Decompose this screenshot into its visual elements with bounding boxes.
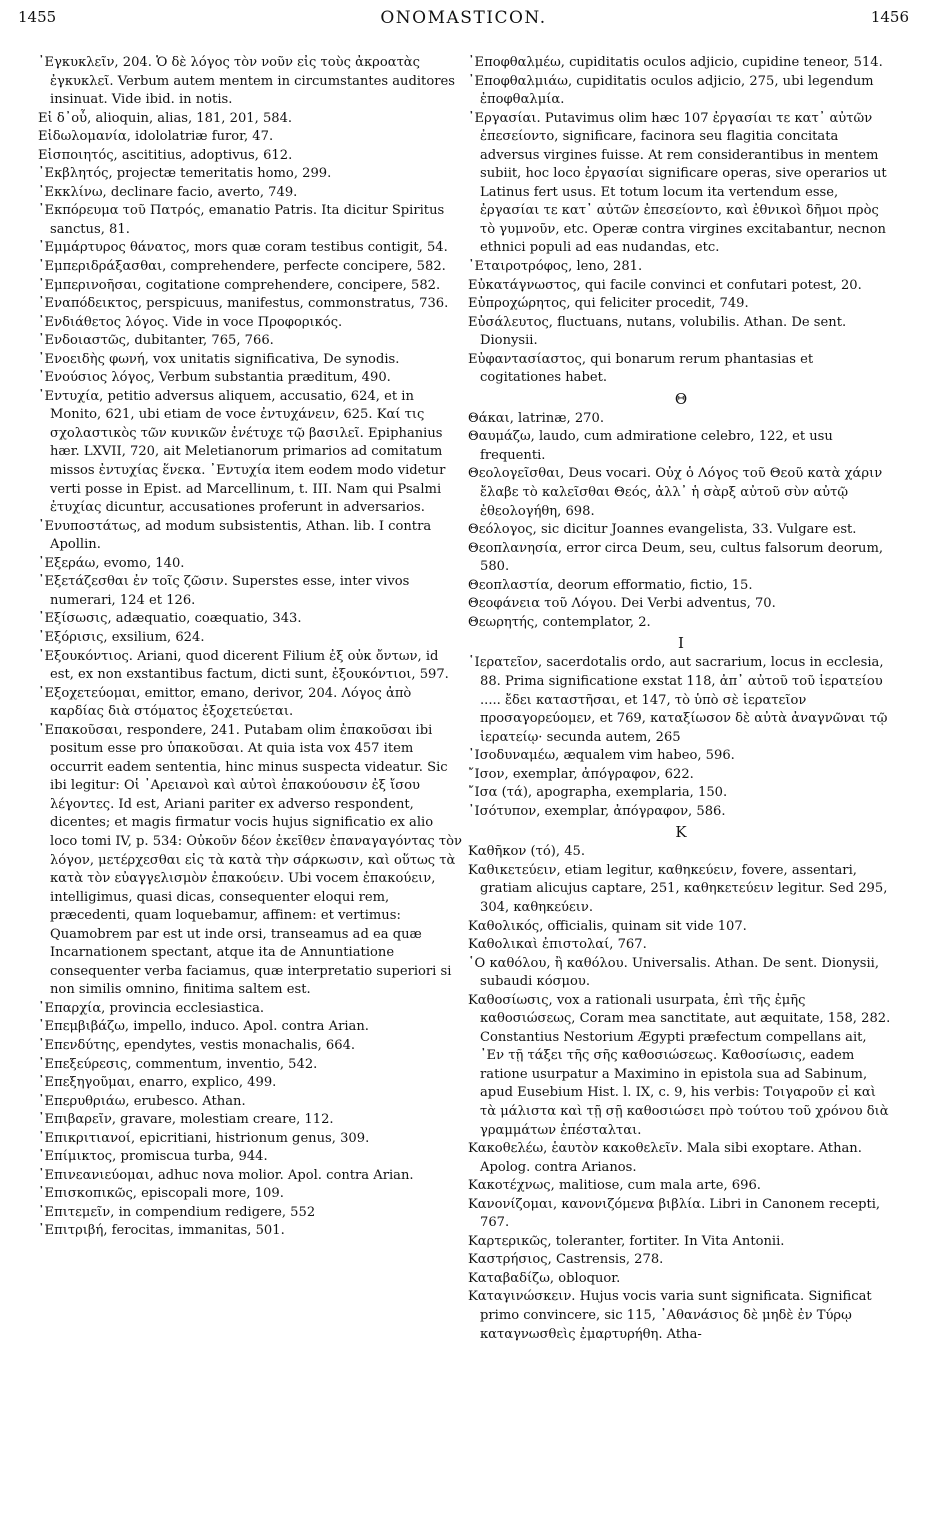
- dictionary-entry: Καταβαδίζω, obloquor.: [468, 1270, 621, 1286]
- dictionary-entry: ᾿Εξουκόντιος. Ariani, quod dicerent Filium ἐξ οὐκ ὄντων, id est, ex non exstantibus factum, dicti sunt, ἐξουκόντιοι, 597.: [38, 648, 449, 683]
- dictionary-entry: ᾿Εμπερινοῆσαι, cogitatione comprehendere, concipere, 582.: [38, 277, 441, 293]
- dictionary-entry: ᾿Εταιροτρόφος, leno, 281.: [468, 259, 643, 275]
- dictionary-entry: ᾿Επακοῦσαι, respondere, 241. Putabam olim ἐπακοῦσαι ibi positum esse pro ὑπακοῦσαι. At quia ista vox 457 item occurrit eadem sententia, hinc minus suspecta videatur. Sic ibi legitur: Οἱ ᾿Αρειανοὶ καὶ αὐτοὶ ἐπακούουσιν ἐξ ἴσου λέγοντες. Id est, Ariani pariter ex adverso respondent, dicentes; et magis firmatur vocis hujus significatio ex alio loco tomi IV, p. 534: Οὐκοῦν δέον ἐκεῖθεν ἐπαναγαγόντας τὸν λόγον, μετέρχεσθαι εἰς τὰ κατὰ τὴν σάρκωσιν, καὶ οὕτως τὰ κατὰ τὸν εὐαγγελισμὸν ἐπακούειν. Ubi vocem ἐπακούειν, intelligimus, quasi dicas, consequenter eloqui rem, præcedenti, quam loquebamur, affinem: et vertimus: Quamobrem par est ut inde orsi, transeamus ad ea quæ Incarnationem spectant, atque ita de Annuntiatione consequenter verba faciamus, quæ interpretatio superiori si non similis omnino, finitima saltem est.: [38, 722, 463, 998]
- dictionary-entry: ᾿Επαρχία, provincia ecclesiastica.: [38, 1000, 265, 1016]
- dictionary-entry: ᾿Εγκυκλεῖν, 204. Ὁ δὲ λόγος τὸν νοῦν εἰς τοὺς ἀκροατὰς ἐγκυκλεῖ. Verbum autem mentem in circumstantes auditores insinuat. Vide ibid. in notis.: [38, 55, 455, 108]
- page-number-left: 1455: [18, 8, 57, 26]
- dictionary-entry: ῎Ισα (τά), apographa, exemplaria, 150.: [468, 785, 728, 801]
- dictionary-entry: ᾿Ενδιάθετος λόγος. Vide in voce Προφορικός.: [38, 314, 343, 330]
- running-title: ONOMASTICON.: [380, 8, 547, 28]
- dictionary-entry: ᾿Επερυθριάω, erubesco. Athan.: [38, 1093, 246, 1109]
- dictionary-entry: ᾿Εξοχετεύομαι, emittor, emano, derivor, 204. Λόγος ἀπὸ καρδίας διὰ στόματος ἐξοχετεύεται.: [38, 685, 412, 720]
- dictionary-entry: Θεοφάνεια τοῦ Λόγου. Dei Verbi adventus, 70.: [468, 596, 776, 612]
- dictionary-entry: ᾿Εκπόρευμα τοῦ Πατρός, emanatio Patris. Ita dicitur Spiritus sanctus, 81.: [38, 203, 445, 237]
- dictionary-entry: Θεωρητής, contemplator, 2.: [468, 614, 651, 630]
- dictionary-entry: ᾿Ενδοιαστῶς, dubitanter, 765, 766.: [38, 333, 274, 349]
- dictionary-entry: Θάκαι, latrinæ, 270.: [468, 410, 604, 426]
- dictionary-entry: Κανονίζομαι, κανονιζόμενα βιβλία. Libri in Canonem recepti, 767.: [468, 1196, 881, 1231]
- section-letter-heading: I: [678, 634, 684, 653]
- dictionary-entry: Εὐσάλευτος, fluctuans, nutans, volubilis. Athan. De sent. Dionysii.: [468, 314, 847, 349]
- dictionary-entry: ᾿Εποφθαλμέω, cupiditatis oculos adjicio, cupidine teneor, 514.: [468, 55, 883, 70]
- left-column: [38, 54, 464, 1241]
- right-column: [468, 54, 894, 1344]
- dictionary-entry: ᾿Εκκλίνω, declinare facio, averto, 749.: [38, 184, 298, 200]
- dictionary-entry: Καθῆκον (τό), 45.: [468, 844, 586, 860]
- dictionary-entry: Καθικετεύειν, etiam legitur, καθηκεύειν, fovere, assentari, gratiam alicujus captare, 251, καθηκετεύειν legitur. Sed 295, 304, καθηκεύειν.: [468, 862, 888, 915]
- dictionary-entry: ᾿Επισκοπικῶς, episcopali more, 109.: [38, 1186, 284, 1202]
- dictionary-entry: ᾿Εργασίαι. Putavimus olim hæc 107 ἐργασίαι τε κατ᾿ αὐτῶν ἐπεσείοντο, significare, facinora seu flagitia concitata adversus virgines fuisse. At rem considerantibus in mentem subiit, hoc loco ἐργασίαι significare operas, sive operarios ut Latinus fert usus. Et totum locum ita vertendum esse, ἐργασίαι τε κατ᾿ αὐτῶν ἐπεσείοντο, καὶ ἐθνικοὶ δῆμοι πρὸς τὸ γυμνοῦν, etc. Operæ contra virgines excitabantur, necnon ethnici populi ad eas nudandas, etc.: [468, 110, 887, 256]
- dictionary-entry: ᾿Εμπεριδράξασθαι, comprehendere, perfecte concipere, 582.: [38, 259, 446, 275]
- page-number-right: 1456: [870, 8, 909, 26]
- dictionary-entry: Καρτερικῶς, toleranter, fortiter. In Vita Antonii.: [468, 1233, 785, 1249]
- dictionary-entry: Εἰδωλομανία, idololatriæ furor, 47.: [38, 129, 274, 145]
- dictionary-entry: ᾿Επιτεμεῖν, in compendium redigere, 552: [38, 1204, 316, 1220]
- dictionary-entry: ᾿Εξίσωσις, adæquatio, coæquatio, 343.: [38, 611, 302, 627]
- dictionary-entry: ᾿Εξετάζεσθαι ἐν τοῖς ζῶσιν. Superstes esse, inter vivos numerari, 124 et 126.: [38, 574, 410, 608]
- dictionary-entry: ῎Ισον, exemplar, ἀπόγραφον, 622.: [468, 766, 694, 782]
- dictionary-entry: ᾿Ισοδυναμέω, æqualem vim habeo, 596.: [468, 748, 735, 764]
- dictionary-entry: Κακοθελέω, ἑαυτὸν κακοθελεῖν. Mala sibi exoptare. Athan. Apolog. contra Arianos.: [468, 1141, 862, 1175]
- dictionary-entry: Κακοτέχνως, malitiose, cum mala arte, 696.: [468, 1178, 761, 1194]
- dictionary-entry: ᾿Εποφθαλμιάω, cupiditatis oculos adjicio, 275, ubi legendum ἐποφθαλμία.: [468, 73, 874, 108]
- section-letter-heading: Θ: [674, 389, 688, 408]
- dictionary-entry: Θεοπλαστία, deorum efformatio, fictio, 15.: [468, 577, 753, 593]
- dictionary-entry: ᾿Εξεράω, evomo, 140.: [38, 555, 185, 571]
- dictionary-entry: ᾿Επεξεύρεσις, commentum, inventio, 542.: [38, 1056, 318, 1072]
- dictionary-entry: ᾿Επεμβιβάζω, impello, induco. Apol. contra Arian.: [38, 1019, 369, 1035]
- dictionary-entry: Θαυμάζω, laudo, cum admiratione celebro, 122, et usu frequenti.: [468, 429, 833, 463]
- dictionary-entry: ᾿Εκβλητός, projectæ temeritatis homo, 299.: [38, 166, 332, 182]
- dictionary-entry: Εὐπροχώρητος, qui feliciter procedit, 749.: [468, 296, 749, 312]
- page-header: [18, 8, 909, 48]
- dictionary-entry: ᾿Επινεανιεύομαι, adhuc nova molior. Apol. contra Arian.: [38, 1167, 414, 1183]
- dictionary-entry: Θεόλογος, sic dicitur Joannes evangelista, 33. Vulgare est.: [468, 522, 857, 538]
- dictionary-entry: ᾿Επικριτιανοί, epicritiani, histrionum genus, 309.: [38, 1130, 370, 1146]
- dictionary-entry: Καθοσίωσις, vox a rationali usurpata, ἐπὶ τῆς ἐμῆς καθοσιώσεως, Coram mea sanctitate, aut æquitate, 158, 282. Constantius Nestorium Ægypti præfectum compellans ait, ᾿Εν τῇ τάξει τῆς σῆς καθοσιώσεως. Καθοσίωσις, eadem ratione usurpatur a Maximino in epistola sua ad Sabinum, apud Eusebium Hist. l. IX, c. 9, his verbis: Τοιγαροῦν εἰ καὶ τὰ μάλιστα καὶ τῇ σῇ καθοσιώσει πρὸ τούτου τοῦ χρόνου διὰ γραμμάτων ἐπέσταλται.: [468, 992, 891, 1138]
- dictionary-entry: ᾿Εναπόδεικτος, perspicuus, manifestus, commonstratus, 736.: [38, 296, 449, 312]
- dictionary-entry: ᾿Επίμικτος, promiscua turba, 944.: [38, 1149, 268, 1165]
- dictionary-entry: Εὐκατάγνωστος, qui facile convinci et confutari potest, 20.: [468, 277, 862, 293]
- dictionary-entry: ᾿Ενυποστάτως, ad modum subsistentis, Athan. lib. I contra Apollin.: [38, 518, 432, 553]
- dictionary-entry: ᾿Ενοειδὴς φωνή, vox unitatis significativa, De synodis.: [38, 351, 400, 367]
- dictionary-entry: Καστρήσιος, Castrensis, 278.: [468, 1252, 664, 1268]
- dictionary-entry: ᾿Επιτριβή, ferocitas, immanitas, 501.: [38, 1223, 285, 1239]
- dictionary-entry: ᾿Εντυχία, petitio adversus aliquem, accusatio, 624, et in Monito, 621, ubi etiam de voce ἐντυχάνειν, 625. Καί τις σχολαστικὸς τῶν κυνικῶν ἐνέτυχε τῷ βασιλεῖ. Epiphanius hær. LXVII, 720, ait Meletianorum primarios ad comitatum missos ἐντυχίας ἕνεκα. ᾿Εντυχία item eodem modo videtur verti posse in Epist. ad Marcellinum, t. III. Nam qui Psalmi ἐτυχίας dicuntur, accusationes proferunt in adversarios.: [38, 388, 446, 516]
- dictionary-entry: ᾿Επεξηγοῦμαι, enarro, explico, 499.: [38, 1075, 277, 1091]
- dictionary-entry: Θεοπλανησία, error circa Deum, seu, cultus falsorum deorum, 580.: [468, 540, 884, 575]
- section-letter-heading: K: [675, 823, 687, 842]
- dictionary-entry: ᾿Ισότυπον, exemplar, ἀπόγραφον, 586.: [468, 803, 726, 819]
- dictionary-entry: ῾Ο καθόλου, ἢ καθόλου. Universalis. Athan. De sent. Dionysii, subaudi κόσμου.: [468, 955, 880, 990]
- dictionary-entry: Καθολικαὶ ἐπιστολαί, 767.: [468, 937, 647, 953]
- dictionary-entry: ᾿Εμμάρτυρος θάνατος, mors quæ coram testibus contigit, 54.: [38, 240, 448, 256]
- dictionary-entry: ᾿Ενούσιος λόγος, Verbum substantia præditum, 490.: [38, 370, 391, 386]
- dictionary-entry: Θεολογεῖσθαι, Deus vocari. Οὐχ ὁ Λόγος τοῦ Θεοῦ κατὰ χάριν ἔλαβε τὸ καλεῖσθαι Θεός, ἀλλ᾿ ἡ σὰρξ αὐτοῦ σὺν αὐτῷ ἐθεολογήθη, 698.: [468, 466, 883, 519]
- dictionary-entry: ᾿Επιβαρεῖν, gravare, molestiam creare, 112.: [38, 1112, 334, 1128]
- dictionary-entry: Καταγινώσκειν. Hujus vocis varia sunt significata. Significat primo convincere, sic 115, ᾿Αθανάσιος δὲ μηδὲ ἐν Τύρῳ καταγνωσθεὶς ἐμαρτυρήθη. Atha-: [468, 1289, 872, 1342]
- dictionary-entry: ᾿Εξόρισις, exsilium, 624.: [38, 629, 205, 645]
- dictionary-entry: Εἰσποιητός, ascititius, adoptivus, 612.: [38, 147, 293, 163]
- dictionary-entry: Εἰ δ᾿οὖ, alioquin, alias, 181, 201, 584.: [38, 110, 293, 126]
- dictionary-entry: Εὐφαντασίαστος, qui bonarum rerum phantasias et cogitationes habet.: [468, 351, 814, 386]
- dictionary-entry: Καθολικός, officialis, quinam sit vide 107.: [468, 918, 747, 934]
- dictionary-entry: ῾Ιερατεῖον, sacerdotalis ordo, aut sacrarium, locus in ecclesia, 88. Prima significatione exstat 118, ἀπ᾿ αὐτοῦ τοῦ ἱερατείου ..... ἔδει καταστῆσαι, et 147, τὸ ὑπὸ σὲ ἱερατεῖον προσαγορεύομεν, et 769, καταξίωσον δὲ αὐτὰ ἀναγνῶναι τῷ ἱερατείῳ· secunda autem, 265: [468, 655, 888, 745]
- dictionary-entry: ᾿Επενδύτης, ependytes, vestis monachalis, 664.: [38, 1037, 356, 1053]
